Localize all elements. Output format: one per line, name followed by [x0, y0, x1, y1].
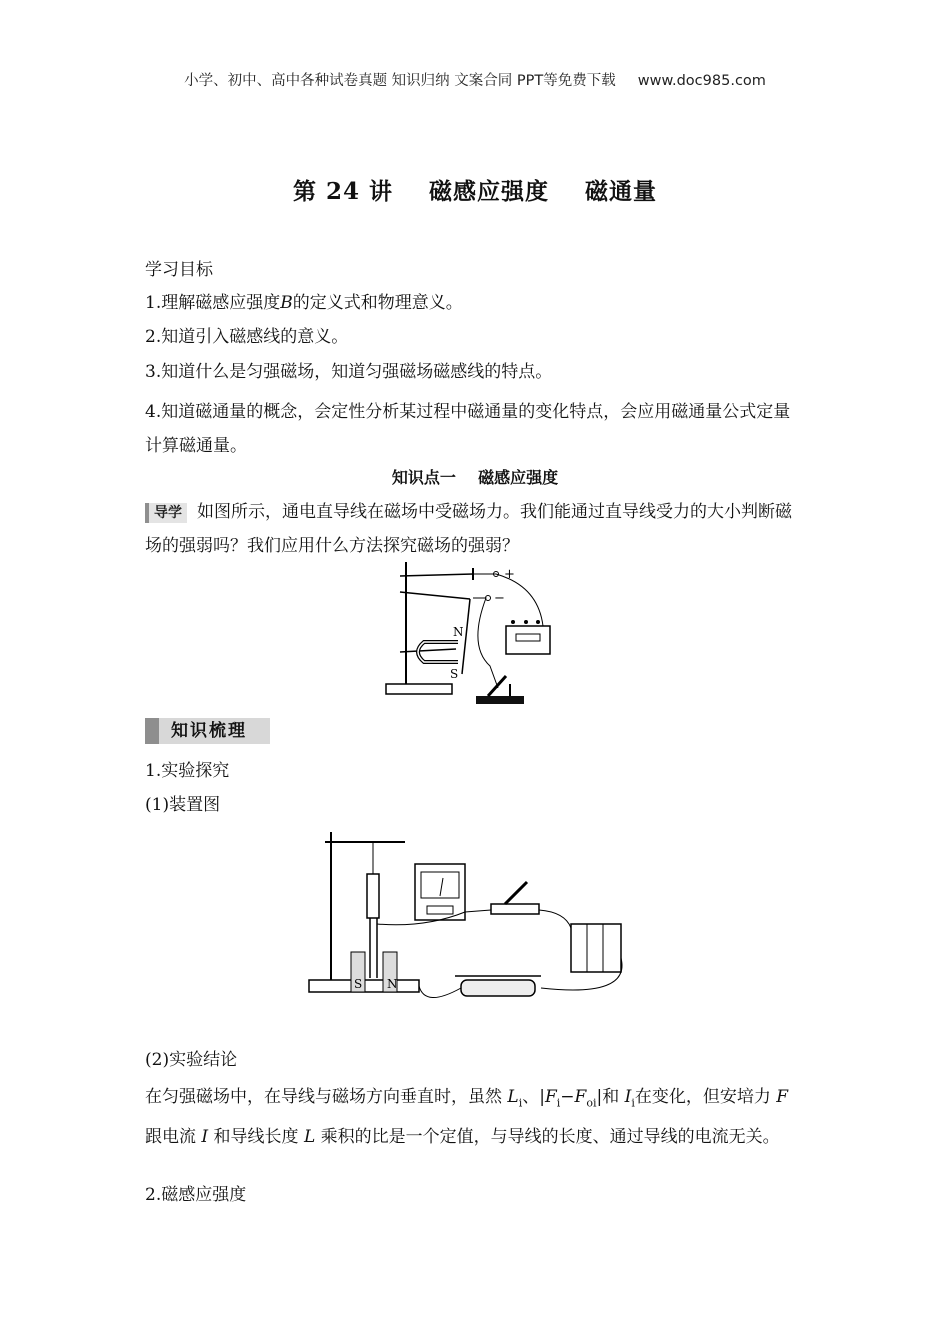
- var-I: I: [624, 1087, 632, 1107]
- figure-wire-in-magnet: [378, 556, 568, 714]
- switch-2-base: [491, 904, 539, 914]
- page-title: 第 24 讲 磁感应强度 磁通量: [292, 178, 658, 205]
- minus-sign: −: [560, 1087, 575, 1107]
- rheostat-coil: [461, 980, 535, 996]
- var-I2: I: [201, 1127, 209, 1148]
- battery-box: [506, 626, 550, 654]
- wire-e: [419, 986, 461, 998]
- experiment-conclusion: [145, 1080, 805, 1154]
- var-F1: F: [544, 1087, 557, 1107]
- ammeter-needle: [440, 878, 443, 896]
- lower-clamp: [400, 649, 456, 652]
- var-L2: L: [303, 1127, 316, 1148]
- fig2-n-label: N: [387, 977, 398, 991]
- battery-terminal-1: [511, 620, 515, 624]
- goals-heading: 学习目标: [145, 260, 213, 280]
- page-header: [0, 69, 950, 90]
- wire-minus: [473, 598, 498, 688]
- switch-lever: [488, 676, 506, 696]
- figure-experiment-apparatus: [305, 828, 635, 1028]
- horseshoe-magnet-inner: [418, 642, 458, 662]
- header-url[interactable]: www.doc985.com: [637, 73, 766, 89]
- stand-base: [386, 684, 452, 694]
- wire-rod: [400, 592, 470, 599]
- battery-terminal-2: [524, 620, 528, 624]
- wire-b: [465, 910, 491, 912]
- switch-base: [476, 696, 524, 704]
- ammeter-terminals: [427, 906, 453, 914]
- switch-2-lever: [505, 882, 527, 904]
- conclusion-text-6: 乘积的比是一个定值，与导线的长度、通过导线的电流无关。: [315, 1127, 780, 1148]
- guide-paragraph: [145, 495, 805, 563]
- conclusion-text-1: 在匀强磁场中，在导线与磁场方向垂直时，虽然: [145, 1087, 508, 1107]
- goal-1-var: B: [280, 293, 293, 313]
- goal-item-2: 2.知道引入磁感线的意义。: [145, 327, 349, 347]
- conclusion-text-3: 在变化，但安培力: [634, 1087, 777, 1107]
- section-bar-knowledge: 知识梳理: [145, 718, 270, 744]
- sub-i-3: i: [631, 1096, 635, 1110]
- sub-i: i: [518, 1096, 523, 1110]
- var-F2: F: [574, 1087, 587, 1107]
- knowledge-point-heading: 知识点一 磁感应强度: [391, 468, 559, 487]
- experiment-heading: 1.实验探究: [145, 761, 230, 781]
- battery-pack: [571, 924, 621, 972]
- horseshoe-magnet: [418, 642, 458, 662]
- var-L: L: [507, 1087, 519, 1107]
- wire-d: [541, 958, 622, 990]
- header-text: 小学、初中、高中各种试卷真题 知识归纳 文案合同 PPT等免费下载: [184, 73, 616, 89]
- battery-terminal-3: [536, 620, 540, 624]
- conclusion-text-5: 和导线长度: [208, 1127, 304, 1148]
- experiment-sub2: (2)实验结论: [145, 1050, 238, 1070]
- conclusion-sep: 、|: [522, 1087, 545, 1107]
- minus-label: −: [494, 591, 505, 606]
- fig2-s-label: S: [354, 977, 363, 991]
- var-F: F: [776, 1087, 789, 1107]
- sub-i-2: i: [556, 1096, 561, 1110]
- experiment-sub1: (1)装置图: [145, 795, 221, 815]
- goal-item-3: 3.知道什么是匀强磁场，知道匀强磁场磁感线的特点。: [145, 362, 553, 382]
- plus-label: +: [504, 567, 515, 582]
- magnet-n-label: N: [453, 625, 464, 639]
- top-clamp: [400, 574, 473, 576]
- battery-window: [516, 634, 540, 641]
- sub-oi: oi: [586, 1096, 597, 1110]
- goal-1-post: 的定义式和物理意义。: [292, 293, 463, 313]
- wire-c: [539, 910, 571, 928]
- guide-text: 如图所示，通电直导线在磁场中受磁场力。我们能通过直导线受力的大小判断磁场的强弱吗？我们应用什么方法探究磁场的强弱？: [145, 502, 792, 556]
- section2-heading: 2.磁感应强度: [145, 1185, 247, 1205]
- conclusion-text-4: 跟电流: [145, 1127, 202, 1148]
- goal-1-pre: 1.理解磁感应强度: [145, 293, 281, 313]
- spring-scale: [367, 874, 379, 918]
- goal-item-1: [145, 291, 463, 315]
- guide-tag: 导学: [145, 503, 187, 523]
- conclusion-text-2: |和: [596, 1087, 625, 1107]
- goal-item-4: 4.知道磁通量的概念，会定性分析某过程中磁通量的变化特点，会应用磁通量公式定量计算磁通量。: [145, 402, 791, 456]
- magnet-s-label: S: [450, 667, 459, 681]
